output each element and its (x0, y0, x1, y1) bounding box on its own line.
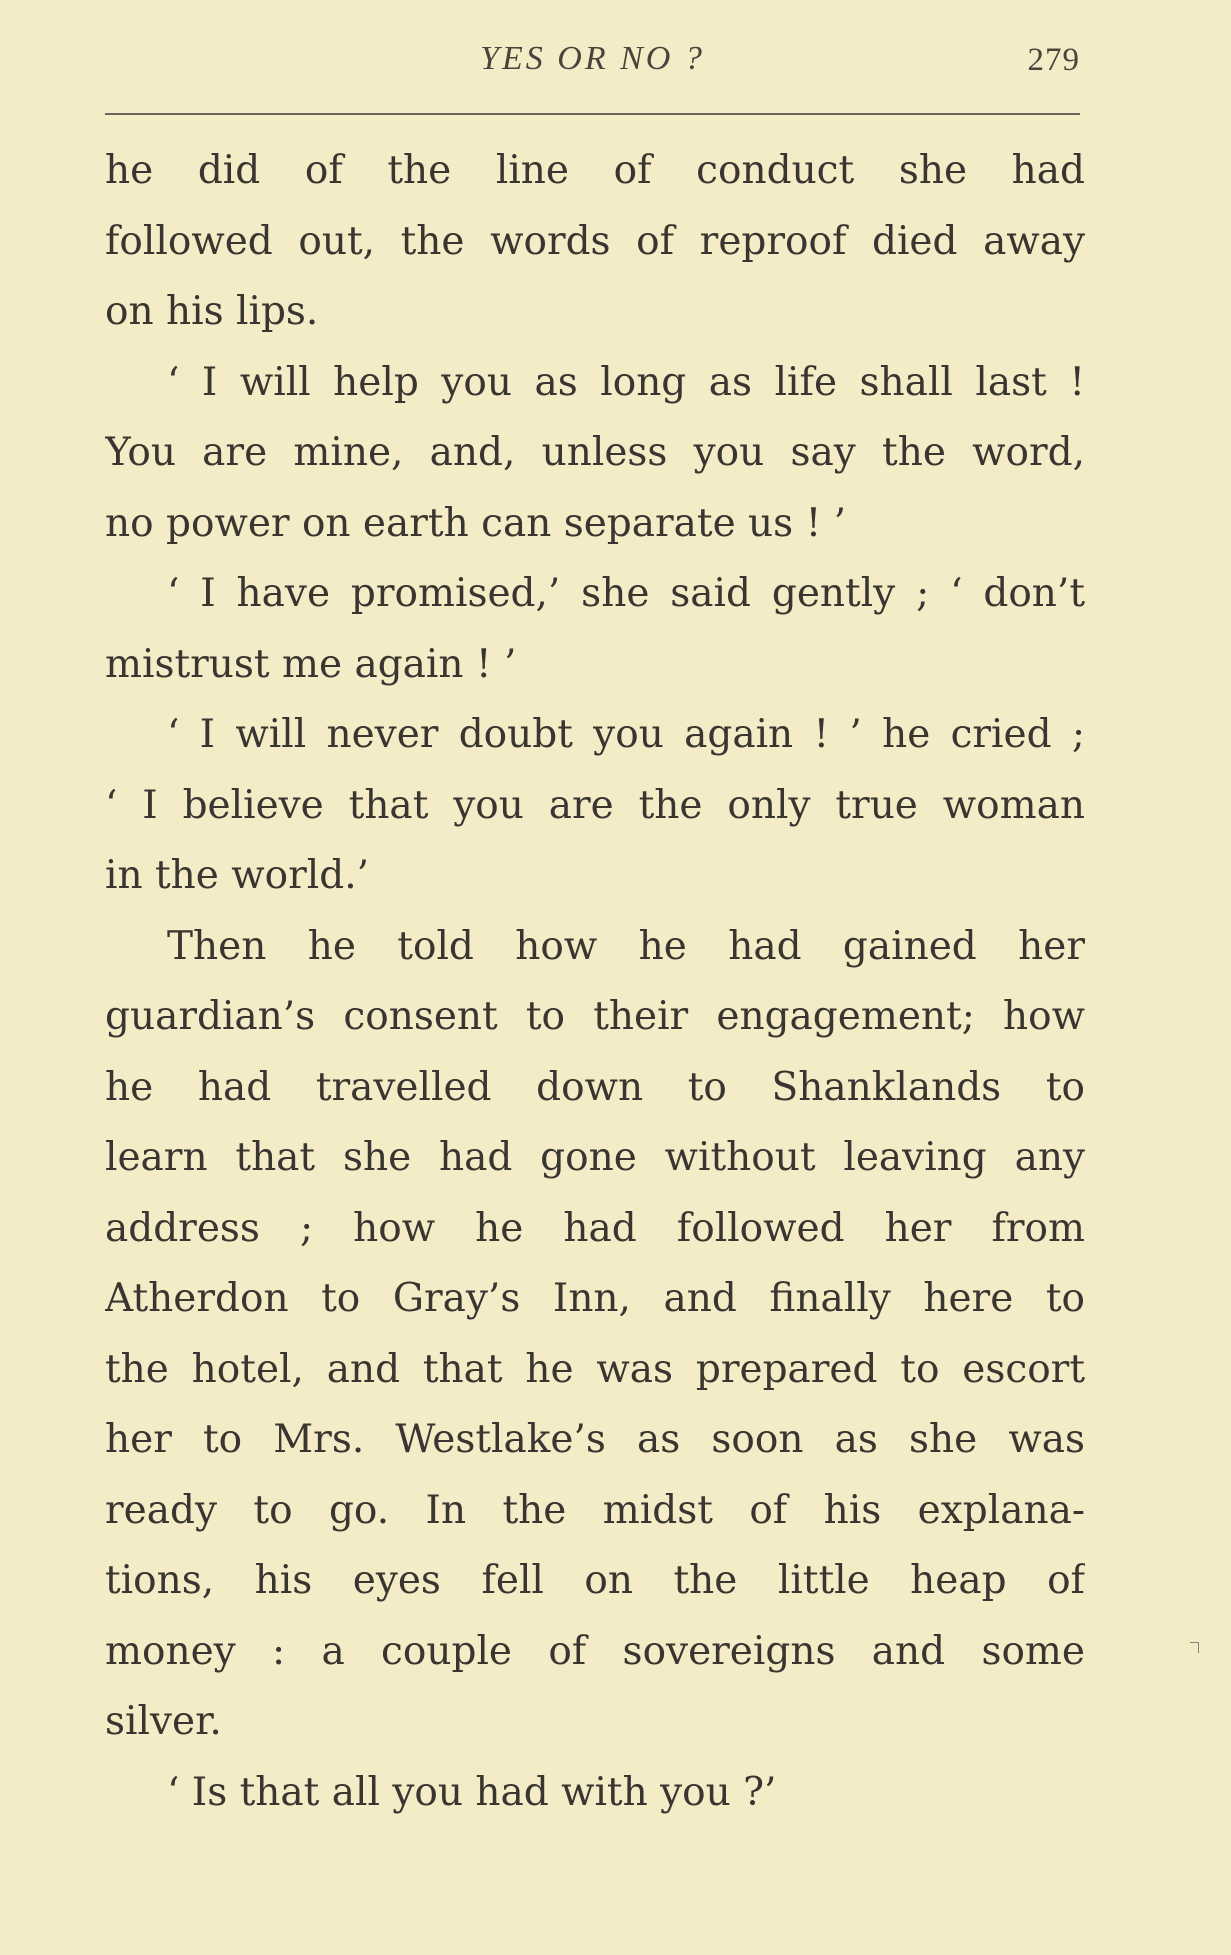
text-line: he did of the line of conduct she had (105, 148, 1085, 193)
page-number: 279 (1027, 42, 1080, 78)
text-line: no power on earth can separate us ! ’ (105, 500, 847, 546)
text-line: he had travelled down to Shanklands to (105, 1064, 1085, 1110)
text-line: Then he told how he had gained her (167, 923, 1085, 969)
text-line: ‘ Is that all you had with you ?’ (167, 1769, 777, 1815)
text-line: money : a couple of sovereigns and some (105, 1628, 1085, 1674)
text-line: her to Mrs. Westlake’s as soon as she was (105, 1417, 1085, 1462)
text-line: tions, his eyes fell on the little heap of (105, 1558, 1085, 1603)
text-line: address ; how he had followed her from (105, 1205, 1085, 1251)
header-rule (105, 113, 1080, 115)
text-line: followed out, the words of reproof died away (105, 218, 1085, 264)
text-line: ‘ I will never doubt you again ! ’ he cried ; (167, 712, 1085, 757)
text-line: mistrust me again ! ’ (105, 641, 517, 687)
text-line: Atherdon to Gray’s Inn, and finally here to (105, 1276, 1085, 1321)
text-line: on his lips. (105, 289, 319, 334)
page-header (105, 36, 1080, 86)
text-line: in the world.’ (105, 853, 369, 898)
text-line: learn that she had gone without leaving any (105, 1135, 1085, 1180)
body-text (105, 136, 1085, 1828)
text-line: ready to go. In the midst of his explana- (105, 1487, 1085, 1533)
running-title: YES OR NO ? (480, 40, 705, 77)
text-line: silver. (105, 1699, 222, 1744)
text-line: ‘ I believe that you are the only true woman (105, 782, 1085, 828)
text-line: ‘ I will help you as long as life shall last ! (167, 359, 1085, 405)
text-line: the hotel, and that he was prepared to escort (105, 1346, 1085, 1392)
margin-mark (1190, 1642, 1199, 1653)
text-line: ‘ I have promised,’ she said gently ; ‘ don’t (167, 571, 1085, 616)
text-line: You are mine, and, unless you say the word, (105, 430, 1085, 475)
text-line: guardian’s consent to their engagement; how (105, 994, 1085, 1039)
